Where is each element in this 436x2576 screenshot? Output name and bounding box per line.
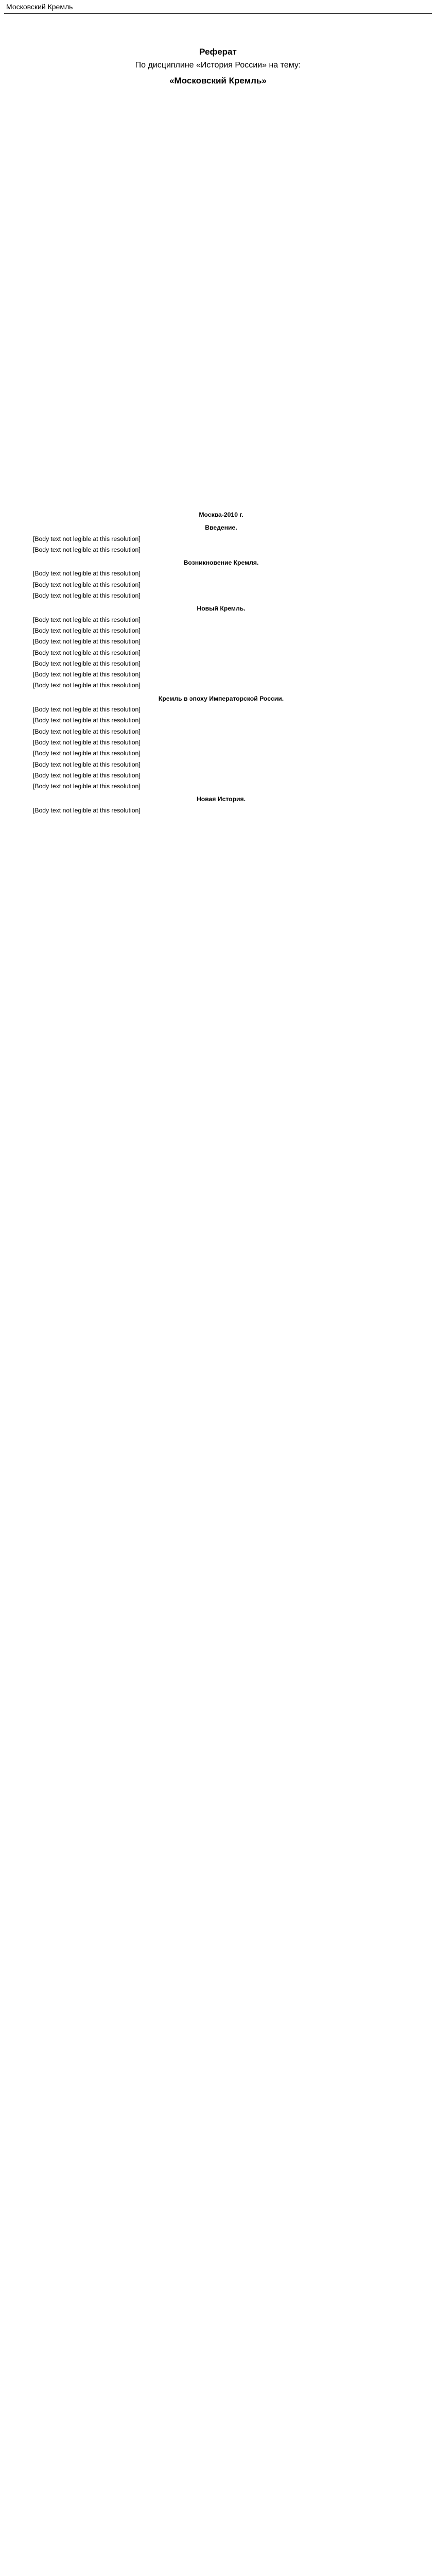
city-year: Москва-2010 г.	[199, 511, 243, 518]
section-paragraph: [Body text not legible at this resolution]	[33, 659, 141, 667]
title-block	[0, 46, 436, 87]
header-rule	[4, 13, 432, 14]
section-paragraph: [Body text not legible at this resolution]	[33, 727, 141, 735]
document-type: Реферат	[199, 47, 237, 57]
section-paragraph: [Body text not legible at this resolution]	[33, 806, 141, 814]
section-paragraph: [Body text not legible at this resolution]	[33, 592, 141, 600]
section-paragraph: [Body text not legible at this resolution]	[33, 717, 141, 724]
section-paragraph: [Body text not legible at this resolution]	[33, 783, 141, 790]
essay-section	[26, 524, 416, 554]
section-paragraph: [Body text not legible at this resolution]	[33, 682, 141, 689]
section-paragraph: [Body text not legible at this resolution]	[33, 750, 141, 757]
section-heading: Кремль в эпоху Императорской России.	[158, 694, 284, 702]
section-paragraph: [Body text not legible at this resolution]	[33, 638, 141, 646]
document-subject: По дисциплине «История России» на тему:	[135, 61, 301, 70]
section-paragraph: [Body text not legible at this resolution]	[33, 535, 141, 543]
essay-section	[26, 559, 416, 600]
essay-sections	[26, 524, 416, 815]
section-paragraph: [Body text not legible at this resolution]	[33, 570, 141, 578]
section-heading: Новый Кремль.	[197, 605, 246, 613]
document-header: Московский Кремль	[6, 3, 73, 11]
section-paragraph: [Body text not legible at this resolution]	[33, 649, 141, 656]
essay-body	[26, 511, 416, 2576]
section-paragraph: [Body text not legible at this resolution]	[33, 616, 141, 623]
section-paragraph: [Body text not legible at this resolution]	[33, 581, 141, 588]
section-paragraph: [Body text not legible at this resolution]	[33, 546, 141, 553]
essay-section	[26, 605, 416, 689]
section-paragraph: [Body text not legible at this resolution]	[33, 760, 141, 768]
section-heading: Введение.	[205, 524, 237, 532]
essay-section	[26, 795, 416, 815]
section-paragraph: [Body text not legible at this resolution]	[33, 671, 141, 679]
document-topic: «Московский Кремль»	[169, 76, 267, 86]
section-heading: Возникновение Кремля.	[183, 559, 259, 567]
essay-section	[26, 695, 416, 791]
section-paragraph: [Body text not legible at this resolution]	[33, 626, 141, 634]
section-paragraph: [Body text not legible at this resolution]	[33, 706, 141, 714]
section-paragraph: [Body text not legible at this resolution]	[33, 738, 141, 746]
section-heading: Новая История.	[196, 795, 246, 803]
section-paragraph: [Body text not legible at this resolution]	[33, 771, 141, 779]
